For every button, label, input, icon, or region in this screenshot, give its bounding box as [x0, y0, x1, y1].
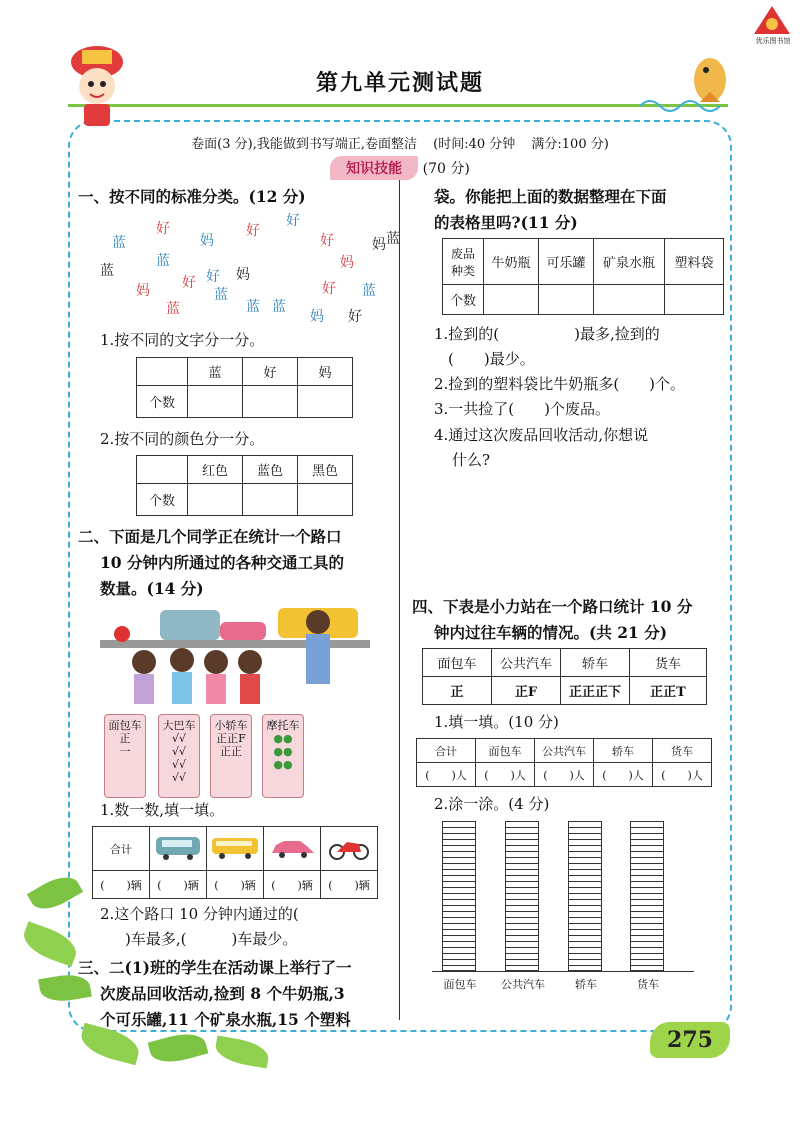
- chart-label: 面包车: [443, 978, 477, 991]
- q1-word: 好: [182, 275, 196, 291]
- answer-cell[interactable]: [188, 484, 243, 516]
- q1-t2-header: [137, 456, 188, 484]
- leaf-icon: [148, 1028, 209, 1068]
- answer-cell[interactable]: ( )辆: [264, 871, 321, 899]
- q4-tally-header: 轿车: [561, 649, 630, 677]
- q3-table: [442, 238, 724, 315]
- q4-tally-mark: 正F: [492, 677, 561, 705]
- q1-word: 蓝: [272, 299, 286, 315]
- answer-cell[interactable]: ( )辆: [321, 871, 378, 899]
- answer-cell[interactable]: ( )人: [653, 763, 712, 787]
- q2-table: [92, 826, 378, 899]
- q1-t1-header: 蓝: [188, 358, 243, 386]
- q4-fill-header: 货车: [653, 739, 712, 763]
- q4-fill-table: [416, 738, 712, 787]
- q3-header: 矿泉水瓶: [594, 239, 665, 285]
- chart-label: 货车: [637, 978, 659, 991]
- q1-sub2: 2.按不同的颜色分一分。: [100, 430, 265, 448]
- q3-text-3: 个可乐罐,11 个矿泉水瓶,15 个塑料: [100, 1010, 351, 1029]
- chart-column-van[interactable]: [442, 821, 476, 971]
- q1-t1-header: 妈: [298, 358, 353, 386]
- q1-t1-header: 好: [243, 358, 298, 386]
- banner-label: 知识技能: [330, 156, 418, 180]
- q1-word: 好: [320, 233, 334, 249]
- leaf-icon: [213, 1035, 270, 1068]
- q4-tally-mark: 正正T: [630, 677, 707, 705]
- q3-text-1: 三、二(1)班的学生在活动课上举行了一: [78, 958, 352, 977]
- q3-item-1: 1.捡到的( )最多,捡到的: [434, 325, 660, 343]
- page-title: 第九单元测试题: [315, 71, 484, 96]
- q3-item-2: 2.捡到的塑料袋比牛奶瓶多( )个。: [434, 375, 686, 393]
- q3-item-3: 3.一共捡了( )个废品。: [434, 400, 611, 418]
- q1-t1-row-label: 个数: [137, 386, 188, 418]
- q1-table1: [136, 357, 353, 418]
- q3-item-4b: 什么?: [452, 451, 491, 469]
- answer-cell[interactable]: [298, 484, 353, 516]
- q3-item-4: 4.通过这次废品回收活动,你想说: [434, 426, 649, 444]
- q4-tally-table: [422, 648, 707, 705]
- note-mark: 正 一: [119, 732, 131, 758]
- q1-word: 好: [322, 281, 336, 297]
- answer-cell[interactable]: [539, 285, 594, 315]
- q1-word: 妈: [136, 283, 150, 299]
- note-mark: ●● ●● ●●: [273, 732, 293, 771]
- bus-icon: [207, 827, 264, 871]
- q4-heading-1: 四、下表是小力站在一个路口统计 10 分: [412, 597, 693, 616]
- q1-word: 好: [286, 213, 300, 229]
- tally-note-car: [210, 714, 252, 798]
- car-icon: [264, 827, 321, 871]
- q4-fill-header: 面包车: [476, 739, 535, 763]
- logo-icon: [752, 4, 792, 38]
- header-info: [0, 133, 800, 152]
- answer-cell[interactable]: [243, 484, 298, 516]
- logo-text: 优乐图书馆: [755, 37, 791, 45]
- q4-tally-mark: 正正正下: [561, 677, 630, 705]
- q1-word: 妈: [372, 237, 386, 253]
- q1-word: 蓝: [386, 231, 400, 247]
- answer-cell[interactable]: [484, 285, 539, 315]
- answer-cell[interactable]: ( )辆: [207, 871, 264, 899]
- q4-tally-header: 公共汽车: [492, 649, 561, 677]
- chart-column-car[interactable]: [568, 821, 602, 971]
- banner-points: (70 分): [422, 161, 470, 177]
- q3-row-label: 个数: [443, 285, 484, 315]
- chart-column-truck[interactable]: [630, 821, 664, 971]
- q3-corner: 废品 种类: [443, 239, 484, 285]
- q4-fill-header: 合计: [417, 739, 476, 763]
- answer-cell[interactable]: ( )辆: [150, 871, 207, 899]
- title-underline: [68, 104, 728, 107]
- answer-cell[interactable]: ( )人: [476, 763, 535, 787]
- q1-t2-header: 黑色: [298, 456, 353, 484]
- q2-sub1: 1.数一数,填一填。: [100, 801, 225, 819]
- section-banner: [0, 156, 800, 180]
- note-label: 小轿车: [214, 719, 248, 732]
- q3-header: 牛奶瓶: [484, 239, 539, 285]
- answer-cell[interactable]: ( )人: [417, 763, 476, 787]
- q1-word: 蓝: [112, 235, 126, 251]
- q2-heading-2: 10 分钟内所通过的各种交通工具的: [100, 553, 344, 572]
- q1-word: 蓝: [100, 263, 114, 279]
- page-number: 275: [650, 1022, 730, 1058]
- q1-word: 好: [156, 221, 170, 237]
- q3-header: 塑料袋: [665, 239, 724, 285]
- q1-word: 蓝: [362, 283, 376, 299]
- q2-sub2-line1: 2.这个路口 10 分钟内通过的(: [100, 905, 329, 923]
- q4-fill-header: 公共汽车: [535, 739, 594, 763]
- q4-tally-header: 面包车: [423, 649, 492, 677]
- q1-word: 蓝: [166, 301, 180, 317]
- q2-sub2-line2: )车最多,( )车最少。: [110, 930, 298, 948]
- tally-note-van: [104, 714, 146, 798]
- chart-baseline: [432, 971, 694, 972]
- tally-note-bus: [158, 714, 200, 798]
- answer-cell[interactable]: ( )人: [535, 763, 594, 787]
- answer-cell[interactable]: [665, 285, 724, 315]
- note-mark: 正正F 正正: [216, 732, 246, 758]
- answer-cell[interactable]: ( )人: [594, 763, 653, 787]
- q3-item-1b: ( )最少。: [448, 350, 535, 368]
- note-label: 摩托车: [266, 719, 300, 732]
- q1-word: 蓝: [214, 287, 228, 303]
- q1-sub1: 1.按不同的文字分一分。: [100, 331, 265, 349]
- chart-label: 公共汽车: [501, 978, 545, 991]
- q1-word: 蓝: [156, 253, 170, 269]
- answer-cell[interactable]: [243, 386, 298, 418]
- q1-heading: 一、按不同的标准分类。(12 分): [78, 187, 306, 206]
- q4-tally-header: 货车: [630, 649, 707, 677]
- q4-tally-mark: 正: [423, 677, 492, 705]
- note-label: 大巴车: [162, 719, 196, 732]
- q1-table2: [136, 455, 353, 516]
- q1-word: 好: [246, 223, 260, 239]
- chart-label: 轿车: [575, 978, 597, 991]
- note-label: 面包车: [108, 719, 142, 732]
- answer-cell[interactable]: [188, 386, 243, 418]
- q3-text-5: 的表格里吗?(11 分): [434, 213, 578, 232]
- q1-t2-row-label: 个数: [137, 484, 188, 516]
- q2-heading-1: 二、下面是几个同学正在统计一个路口: [78, 527, 342, 546]
- q1-word: 妈: [200, 233, 214, 249]
- q3-text-2: 次废品回收活动,捡到 8 个牛奶瓶,3: [100, 984, 345, 1003]
- q4-sub2: 2.涂一涂。(4 分): [434, 795, 550, 813]
- q1-t2-header: 红色: [188, 456, 243, 484]
- column-divider: [399, 180, 400, 1020]
- answer-cell[interactable]: [298, 386, 353, 418]
- q1-word: 妈: [310, 309, 324, 325]
- neatness-note: 卷面(3 分),我能做到书写端正,卷面整洁: [191, 137, 417, 152]
- q2-total-header: 合计: [93, 827, 150, 871]
- q1-word: 妈: [340, 255, 354, 271]
- q1-t1-header: [137, 358, 188, 386]
- q1-word-cloud: [96, 210, 400, 330]
- street-scene-illustration: [100, 604, 380, 714]
- q4-fill-header: 轿车: [594, 739, 653, 763]
- answer-cell[interactable]: ( )辆: [93, 871, 150, 899]
- wave-icon: [640, 96, 730, 112]
- chart-column-bus[interactable]: [505, 821, 539, 971]
- q3-header: 可乐罐: [539, 239, 594, 285]
- q1-word: 妈: [236, 267, 250, 283]
- van-icon: [150, 827, 207, 871]
- motorcycle-icon: [321, 827, 378, 871]
- full-score: 满分:100 分): [531, 137, 609, 152]
- time-limit: (时间:40 分钟: [433, 137, 516, 152]
- q3-text-4: 袋。你能把上面的数据整理在下面: [434, 187, 667, 206]
- q4-heading-2: 钟内过往车辆的情况。(共 21 分): [434, 623, 668, 642]
- q1-word: 蓝: [246, 299, 260, 315]
- note-mark: √√ √√ √√ √√: [171, 732, 187, 784]
- q1-word: 好: [206, 269, 220, 285]
- q4-sub1: 1.填一填。(10 分): [434, 713, 559, 731]
- q2-heading-3: 数量。(14 分): [100, 579, 204, 598]
- q1-word: 好: [348, 309, 362, 325]
- answer-cell[interactable]: [594, 285, 665, 315]
- tally-note-motorcycle: [262, 714, 304, 798]
- q1-t2-header: 蓝色: [243, 456, 298, 484]
